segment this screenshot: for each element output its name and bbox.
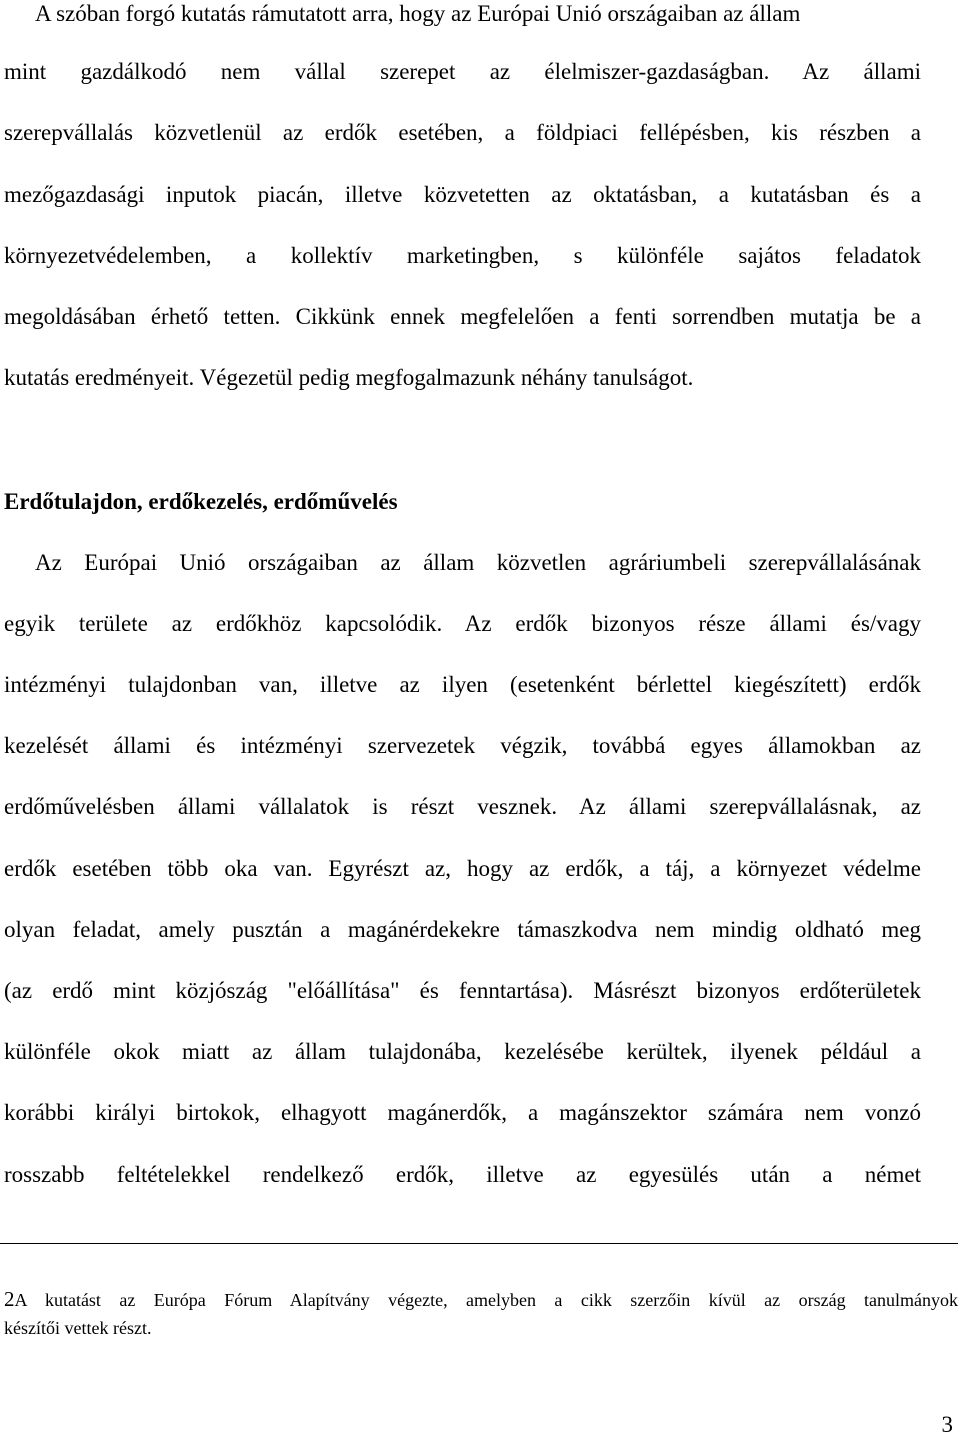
section-line-1: Az Európai Unió országaiban az állam közvetlen agráriumbeli szerepvállalásának: [35, 550, 921, 575]
section-line-11: rosszabb feltételekkel rendelkező erdők, illetve az egyesülés után a német: [4, 1162, 921, 1187]
section-line-9: különféle okok miatt az állam tulajdonába, kezelésébe kerültek, ilyenek például a: [4, 1039, 921, 1064]
footnote-marker: 2: [4, 1287, 15, 1311]
footnote-line-1: [4, 1288, 958, 1311]
section-line-5: erdőművelésben állami vállalatok is részt vesznek. Az állami szerepvállalásnak, az: [4, 794, 921, 819]
section-line-10: korábbi királyi birtokok, elhagyott magánerdők, a magánszektor számára nem vonzó: [4, 1100, 921, 1125]
section-line-7: olyan feladat, amely pusztán a magánérdekekre támaszkodva nem mindig oldható meg: [4, 917, 921, 942]
paragraph-1-line-2: mint gazdálkodó nem vállal szerepet az élelmiszer-gazdaságban. Az állami: [4, 59, 921, 84]
paragraph-1-line-1: A szóban forgó kutatás rámutatott arra, hogy az Európai Unió országaiban az állam: [35, 1, 801, 26]
paragraph-1-line-7: kutatás eredményeit. Végezetül pedig megfogalmazunk néhány tanulságot.: [4, 365, 694, 390]
footnote-line-2: készítői vettek részt.: [4, 1318, 152, 1338]
footnote-text: A kutatást az Európa Fórum Alapítvány végezte, amelyben a cikk szerzőin kívül az ország tanulmányok: [14, 1290, 958, 1310]
paragraph-1-line-5: környezetvédelemben, a kollektív marketingben, s különféle sajátos feladatok: [4, 243, 921, 268]
section-line-3: intézményi tulajdonban van, illetve az ilyen (esetenként bérlettel kiegészített) erdők: [4, 672, 921, 697]
paragraph-1-line-3: szerepvállalás közvetlenül az erdők esetében, a földpiaci fellépésben, kis részben a: [4, 120, 921, 145]
section-line-4: kezelését állami és intézményi szervezetek végzik, továbbá egyes államokban az: [4, 733, 921, 758]
section-line-6: erdők esetében több oka van. Egyrészt az, hogy az erdők, a táj, a környezet védelme: [4, 856, 921, 881]
section-line-2: egyik területe az erdőkhöz kapcsolódik. Az erdők bizonyos része állami és/vagy: [4, 611, 921, 636]
paragraph-1-line-6: megoldásában érhető tetten. Cikkünk ennek megfelelően a fenti sorrendben mutatja be a: [4, 304, 921, 329]
section-line-8: (az erdő mint közjószág "előállítása" és fenntartása). Másrészt bizonyos erdőterületek: [4, 978, 921, 1003]
section-heading: Erdőtulajdon, erdőkezelés, erdőművelés: [4, 489, 398, 514]
page-number: 3: [941, 1412, 953, 1437]
footnote-divider: [0, 1243, 958, 1244]
paragraph-1-line-4: mezőgazdasági inputok piacán, illetve közvetetten az oktatásban, a kutatásban és a: [4, 182, 921, 207]
